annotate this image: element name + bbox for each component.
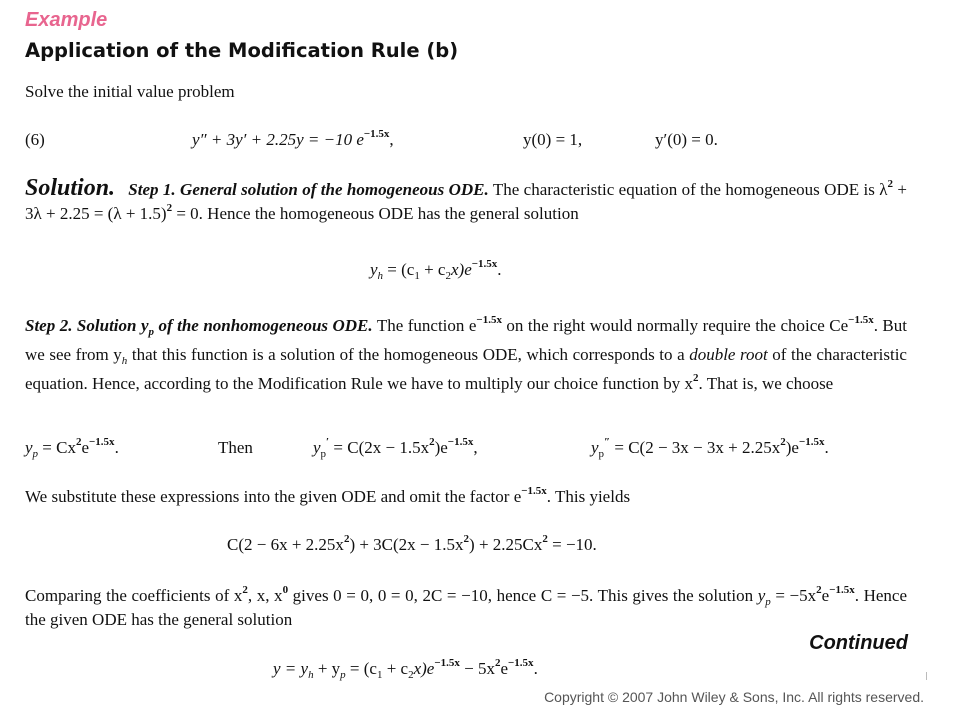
power-2: 2 (242, 584, 248, 596)
step1-text-c: = 0. Hence the homogeneous ODE has the general solution (172, 204, 579, 223)
yp2-tail: . (824, 438, 829, 457)
yp-symbol: y (591, 438, 599, 457)
compare-exp: −1.5x (829, 584, 855, 596)
power-2: 2 (693, 372, 699, 384)
final-exp1: −1.5x (434, 657, 460, 669)
power-2: 2 (463, 533, 470, 545)
yp-second-derivative: $y_p'' = C(2 - 3x - 3x + 2.25x^2)e^{-1.5x}$. (591, 436, 829, 460)
ode-expression (192, 130, 394, 150)
substitute-exp: −1.5x (521, 485, 547, 497)
power-2: 2 (166, 202, 173, 214)
equation-6 (25, 126, 905, 152)
yp-e: e (81, 438, 90, 457)
yh-x: x)e (450, 260, 472, 279)
final-b: + y (313, 659, 341, 678)
c2-subscript: 2 (445, 270, 451, 282)
yp-symbol: y (757, 586, 766, 605)
step2-exp: −1.5x (848, 314, 874, 326)
step1-paragraph (25, 176, 907, 226)
step2-text-c: . But we see from y (25, 316, 907, 364)
step2-heading-a: Step 2. Solution y (25, 316, 149, 335)
step1-text-b: + 3λ + 2.25 = (λ + 1.5) (25, 180, 908, 223)
yh-exponent: −1.5x (471, 258, 498, 270)
final-e: x)e (413, 659, 435, 678)
yp-exp: −1.5x (89, 436, 115, 448)
example-tag: Example (25, 9, 108, 31)
yp2: = C(2 − 3x − 3x + 2.25x (610, 438, 781, 457)
step2-text-a: The function e (376, 316, 477, 335)
final-d: + c (382, 659, 409, 678)
power-2: 2 (887, 178, 894, 190)
step2-heading-b: of the nonhomogeneous ODE. (154, 316, 373, 335)
choice-equations (25, 438, 905, 464)
c2-subscript: 2 (408, 669, 414, 681)
yh-plus: + c (419, 260, 446, 279)
substitute-text-b: . This yields (546, 487, 631, 506)
yh-subscript: h (308, 669, 314, 681)
ode-lhs: y″ + 3y′ + 2.25y = −10 e (192, 130, 364, 149)
compare-line2-a: = −5x (770, 586, 817, 605)
step2-exp: −1.5x (476, 314, 502, 326)
yh-end: . (497, 260, 502, 279)
compare-line2-c: . Hence the given ODE has the general solution (25, 586, 908, 629)
yh-mid: = (c (383, 260, 415, 279)
yp-end: . (114, 438, 119, 457)
substitute-text-a: We substitute these expressions into the given ODE and omit the factor e (25, 487, 522, 506)
yp-sub: p (340, 669, 346, 681)
compare-text-c: gives 0 = 0, 0 = 0, 2C = −10, hence C = −5. This gives the solution (288, 586, 754, 605)
then-label: Then (218, 438, 253, 457)
yp2-end: )e (785, 438, 799, 457)
solution-label: Solution. (25, 175, 116, 201)
power-2: 2 (542, 533, 548, 545)
power-2: 2 (494, 657, 501, 669)
eq-d: = −10. (547, 535, 597, 554)
eq-a: C(2 − 6x + 2.25x (227, 535, 344, 554)
yp-definition (25, 438, 119, 458)
initial-condition-1: y(0) = 1, (523, 130, 583, 149)
c1-subscript: 1 (376, 669, 383, 681)
initial-condition-2: y′(0) = 0. (655, 130, 718, 149)
yh-subscript: h (121, 355, 128, 367)
coefficient-equation (227, 535, 597, 555)
yh-subscript: h (377, 270, 384, 282)
step2-paragraph (25, 311, 907, 398)
copyright-notice: Copyright © 2007 John Wiley & Sons, Inc. All rights reserved. (544, 689, 924, 705)
power-2: 2 (343, 533, 350, 545)
yp1-end: )e (434, 438, 448, 457)
yp-first-derivative: $y_p' = C(2x - 1.5x^2)e^{-1.5x}$, (313, 436, 478, 460)
step1-heading: Step 1. General solution of the homogeneous ODE. (128, 180, 489, 199)
compare-line2-b: e (821, 586, 830, 605)
general-solution (273, 659, 538, 679)
continued-label: Continued (809, 632, 908, 654)
ode-tail: , (389, 130, 394, 149)
final-g: e (500, 659, 509, 678)
yp2-exp: −1.5x (798, 436, 825, 448)
yp-sub: p (32, 448, 39, 460)
final-f: − 5x (459, 659, 495, 678)
yp1: = C(2x − 1.5x (329, 438, 430, 457)
final-c: = (c (345, 659, 377, 678)
power-2: 2 (816, 584, 822, 596)
substitute-text (25, 485, 630, 509)
final-exp2: −1.5x (508, 657, 534, 669)
divider-tick (926, 672, 927, 680)
power-2: 2 (429, 436, 435, 448)
step2-text-e: of the characteristic equation. Hence, according to the Modification Rule we have to multiply our choice function by x (25, 345, 907, 393)
power-2: 2 (780, 436, 786, 448)
step2-heading-sub: p (148, 326, 154, 338)
eq-c: ) + 2.25Cx (469, 535, 543, 554)
double-root: double root (689, 345, 768, 364)
step2-text-d: that this function is a solution of the homogeneous ODE, which corresponds to a (127, 345, 690, 364)
step2-text-b: on the right would normally require the choice Ce (501, 316, 849, 335)
step2-heading (25, 316, 373, 338)
eq-b: ) + 3C(2x − 1.5x (349, 535, 464, 554)
yp1-exp: −1.5x (447, 436, 474, 448)
c1-subscript: 1 (414, 270, 420, 282)
final-h: . (533, 659, 538, 678)
problem-intro: Solve the initial value problem (25, 82, 235, 101)
yp-rhs: = Cx (38, 438, 76, 457)
compare-paragraph (25, 584, 907, 632)
ode-exponent: −1.5x (363, 128, 390, 140)
final-a: y = y (273, 659, 309, 678)
step1-text-a: The characteristic equation of the homogeneous ODE is λ (492, 180, 888, 199)
compare-text-a: Comparing the coefficients of x (25, 586, 243, 605)
yh-symbol: y (370, 260, 378, 279)
yp-symbol: y (25, 438, 33, 457)
yp-symbol: y (313, 438, 321, 457)
yp1-tail: , (473, 438, 478, 457)
power-0: 0 (282, 584, 289, 596)
page-title: Application of the Modification Rule (b) (25, 39, 459, 62)
homogeneous-solution (370, 260, 502, 280)
compare-text-b: , x, x (247, 586, 283, 605)
step2-text-f: . That is, we choose (698, 374, 834, 393)
power-2: 2 (75, 436, 82, 448)
yp-sub: p (765, 596, 771, 608)
equation-number: (6) (25, 130, 45, 149)
